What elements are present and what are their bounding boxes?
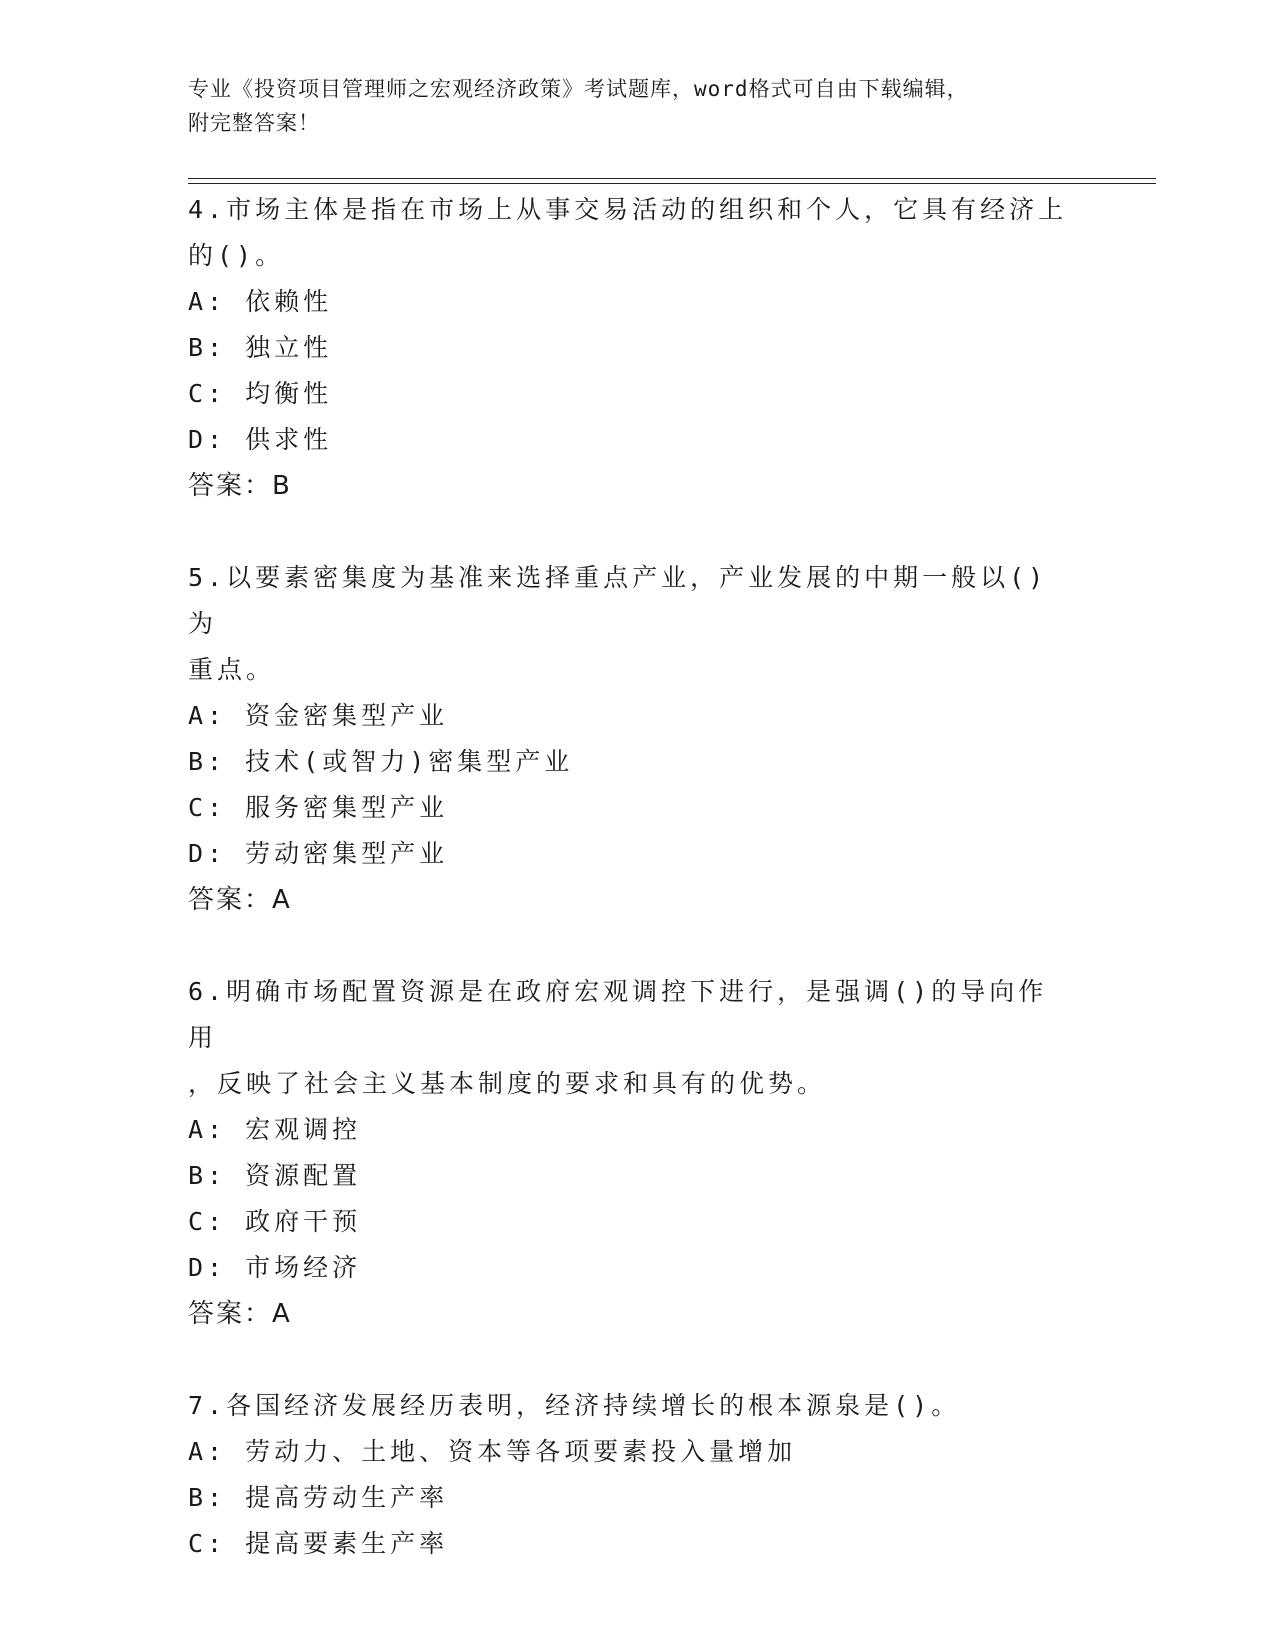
option-c: C: 提高要素生产率: [188, 1529, 449, 1558]
question-block: [188, 555, 1068, 923]
question-list: [188, 187, 1068, 1567]
option-a: A: 依赖性: [188, 287, 333, 316]
question-text: [188, 969, 1068, 1107]
header-divider-top: [188, 178, 1156, 179]
header-line-2: 附完整答案！: [188, 111, 320, 135]
question-line: 6.明确市场配置资源是在政府宏观调控下进行，是强调()的导向作用: [188, 977, 1048, 1052]
option-c: C: 政府干预: [188, 1207, 362, 1236]
question-line: 的()。: [188, 241, 285, 270]
option-b: B: 资源配置: [188, 1161, 362, 1190]
option-b: B: 独立性: [188, 333, 333, 362]
option-c: C: 服务密集型产业: [188, 793, 449, 822]
header-divider-bottom: [188, 183, 1156, 184]
option-a: A: 劳动力、土地、资本等各项要素投入量增加: [188, 1437, 797, 1466]
question-text: [188, 187, 1068, 279]
question-block: [188, 1383, 1068, 1567]
answer-line: 答案：A: [188, 885, 292, 915]
answer-line: 答案：B: [188, 471, 292, 501]
option-a: A: 宏观调控: [188, 1115, 362, 1144]
option-b: B: 技术(或智力)密集型产业: [188, 747, 574, 776]
option-d: D: 供求性: [188, 425, 333, 454]
option-c: C: 均衡性: [188, 379, 333, 408]
question-block: [188, 187, 1068, 509]
question-line: 5.以要素密集度为基准来选择重点产业，产业发展的中期一般以()为: [188, 563, 1048, 638]
question-line: 4.市场主体是指在市场上从事交易活动的组织和个人，它具有经济上: [188, 195, 1068, 224]
option-a: A: 资金密集型产业: [188, 701, 449, 730]
question-text: [188, 1383, 1068, 1429]
answer-line: 答案：A: [188, 1299, 292, 1329]
question-block: [188, 969, 1068, 1337]
header-line-1: 专业《投资项目管理师之宏观经济政策》考试题库，word格式可自由下载编辑，: [188, 77, 969, 101]
question-line: 7.各国经济发展经历表明，经济持续增长的根本源泉是()。: [188, 1391, 961, 1420]
document-header: [188, 72, 1088, 140]
question-line: ，反映了社会主义基本制度的要求和具有的优势。: [188, 1069, 827, 1098]
option-d: D: 劳动密集型产业: [188, 839, 449, 868]
question-text: [188, 555, 1068, 693]
option-d: D: 市场经济: [188, 1253, 362, 1282]
question-line: 重点。: [188, 655, 276, 684]
option-b: B: 提高劳动生产率: [188, 1483, 449, 1512]
